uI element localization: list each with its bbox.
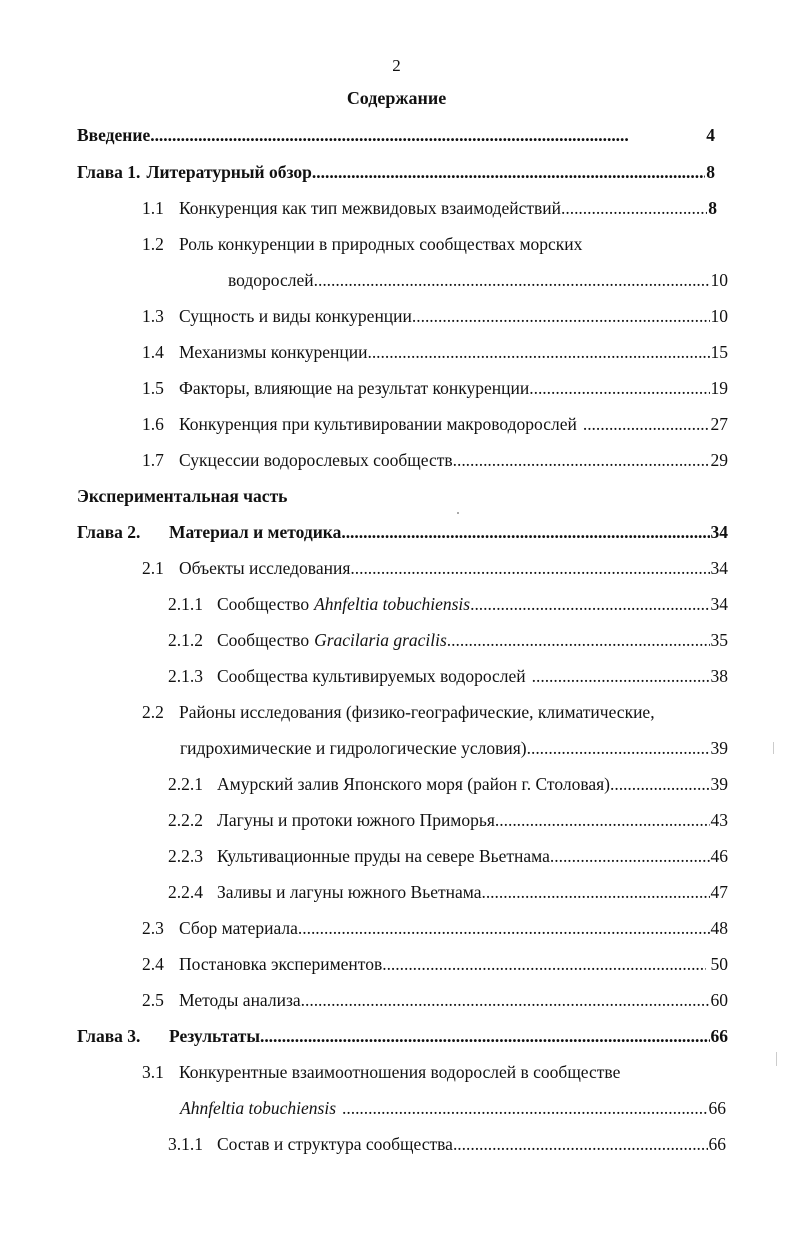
toc-entry-2-2-1[interactable] [168,772,728,796]
toc-entry-2-2[interactable] [142,700,728,724]
entry-text: Факторы, влияющие на результат конкуренции [179,378,530,398]
leader-dots [298,916,710,940]
leader-dots [529,376,709,400]
entry-number: 2.2 [142,702,164,722]
toc-entry-1-3[interactable] [142,304,728,328]
entry-number: 1.1 [142,198,164,218]
entry-number: 2.3 [142,918,164,938]
entry-page: 34 [710,522,728,542]
entry-text-continuation: гидрохимические и гидрологические условия) [180,738,527,758]
entry-number: 2.2.3 [168,846,203,866]
toc-entry-2-5[interactable] [142,988,728,1012]
entry-page: 35 [710,630,728,650]
toc-entry-1-5[interactable] [142,376,728,400]
entry-number: 1.7 [142,450,164,470]
leader-dots [367,340,709,364]
entry-page: 60 [710,990,728,1010]
leader-dots [382,952,705,976]
entry-number: 2.1 [142,558,164,578]
toc-entry-2-1-3[interactable] [168,664,728,688]
page-number: 2 [392,56,401,75]
entry-text: Постановка экспериментов [179,954,383,974]
toc-entry-2-1-1[interactable] [168,592,728,616]
toc-entry-2-1-2[interactable] [168,628,728,652]
toc-entry-chapter-2[interactable] [77,520,728,544]
entry-page: 15 [710,342,728,362]
entry-number: 2.2.1 [168,774,203,794]
entry-text: Конкуренция при культивировании макроводорослей [179,414,577,434]
entry-text: Сообщества культивируемых водорослей [217,666,526,686]
leader-dots [412,304,710,328]
entry-text: Роль конкуренции в природных сообществах морских [179,234,583,254]
toc-entry-1-2-continuation[interactable] [228,268,728,292]
toc-entry-3-1-1[interactable] [168,1132,726,1156]
leader-dots [532,664,710,688]
leader-dots [453,1132,708,1156]
entry-page: 34 [710,558,728,578]
entry-species-name: Gracilaria gracilis [314,630,447,650]
entry-text: Лагуны и протоки южного Приморья [217,810,495,830]
entry-number: 2.1.2 [168,630,203,650]
entry-text: Культивационные пруды на севере Вьетнама [217,846,550,866]
entry-text: Методы анализа [179,990,301,1010]
entry-text: Состав и структура сообщества [217,1134,453,1154]
entry-page: 46 [710,846,728,866]
leader-dots [481,880,709,904]
entry-number: 2.1.3 [168,666,203,686]
leader-dots [301,988,710,1012]
entry-number: 2.2.2 [168,810,203,830]
entry-page: 66 [708,1098,726,1118]
toc-entry-2-2-4[interactable] [168,880,728,904]
entry-page: 4 [706,125,715,145]
entry-number: 2.2.4 [168,882,203,902]
leader-dots [550,844,710,868]
entry-text: Сукцессии водорослевых сообществ [179,450,453,470]
scan-speck [773,742,774,754]
toc-entry-2-2-3[interactable] [168,844,728,868]
toc-entry-2-4[interactable] [142,952,728,976]
entry-page: 66 [710,1026,728,1046]
entry-text: Конкуренция как тип межвидовых взаимодействий [179,198,562,218]
entry-number: 2.5 [142,990,164,1010]
leader-dots [561,196,707,220]
entry-number: 3.1 [142,1062,164,1082]
entry-text: Сообщество [217,630,310,650]
entry-page: 10 [710,306,728,326]
entry-text: Литературный обзор [146,162,312,182]
entry-page: 34 [710,594,728,614]
leader-dots [583,412,710,436]
entry-page: 48 [710,918,728,938]
entry-text: Заливы и лагуны южного Вьетнама [217,882,482,902]
entry-species-name: Ahnfeltia tobuchiensis [314,594,471,614]
toc-entry-1-2[interactable] [142,232,717,256]
entry-page: 39 [710,738,728,758]
entry-species-name: Ahnfeltia tobuchiensis [180,1098,337,1118]
leader-dots [350,556,709,580]
toc-entry-chapter-1[interactable] [77,160,715,184]
entry-text-continuation: водорослей [228,270,314,290]
entry-page: 8 [708,198,717,218]
leader-dots [470,592,709,616]
entry-number: Глава 3. [77,1026,141,1046]
entry-page: 39 [710,774,728,794]
toc-entry-chapter-3[interactable] [77,1024,728,1048]
toc-entry-1-1[interactable] [142,196,717,220]
scan-speck [457,512,459,514]
entry-page: 10 [710,270,728,290]
entry-page: 66 [708,1134,726,1154]
entry-page: 19 [710,378,728,398]
entry-text: Результаты [169,1026,260,1046]
leader-dots [342,1096,707,1120]
toc-entry-1-7[interactable] [142,448,728,472]
leader-dots [312,160,705,184]
entry-number: 1.5 [142,378,164,398]
toc-entry-3-1[interactable] [142,1060,728,1084]
toc-entry-1-4[interactable] [142,340,728,364]
leader-dots [527,736,710,760]
entry-number: 2.1.1 [168,594,203,614]
entry-number: Глава 2. [77,522,141,542]
entry-page: 50 [710,954,728,974]
toc-section-experimental[interactable] [77,484,477,508]
entry-page: 29 [710,450,728,470]
page-title: Содержание [346,88,447,108]
toc-entry-1-6[interactable] [142,412,728,436]
entry-text: Введение [77,125,151,145]
entry-text: Сообщество [217,594,310,614]
entry-number: Глава 1. [77,162,141,182]
entry-number: 1.6 [142,414,164,434]
leader-dots [495,808,710,832]
entry-text: Районы исследования (физико-географические, климатические, [179,702,655,722]
section-heading: Экспериментальная часть [77,486,288,506]
leader-dots [610,772,710,796]
leader-dots [447,628,710,652]
entry-text: Механизмы конкуренции [179,342,368,362]
leader-dots [314,268,710,292]
scan-speck [776,1052,777,1066]
leader-dots [260,1024,710,1048]
toc-entry-2-2-2[interactable] [168,808,728,832]
entry-number: 1.2 [142,234,164,254]
entry-text: Сбор материала [179,918,298,938]
entry-text: Объекты исследования [179,558,351,578]
entry-number: 1.4 [142,342,164,362]
entry-text: Сущность и виды конкуренции [179,306,412,326]
toc-entry-2-3[interactable] [142,916,728,940]
entry-number: 2.4 [142,954,164,974]
toc-entry-2-1[interactable] [142,556,728,580]
toc-entry-introduction[interactable] [77,123,715,147]
entry-page: 47 [710,882,728,902]
leader-dots [341,520,709,544]
toc-entry-2-2-continuation[interactable] [180,736,728,760]
entry-page: 38 [710,666,728,686]
entry-page: 43 [710,810,728,830]
entry-number: 1.3 [142,306,164,326]
toc-entry-3-1-continuation[interactable] [180,1096,726,1120]
entry-text: Материал и методика [169,522,342,542]
entry-text: Конкурентные взаимоотношения водорослей в сообществе [179,1062,621,1082]
entry-page: 8 [706,162,715,182]
entry-number: 3.1.1 [168,1134,203,1154]
entry-text: Амурский залив Японского моря (район г. Столовая) [217,774,610,794]
leader-dots [150,123,705,147]
entry-page: 27 [710,414,728,434]
leader-dots [453,448,710,472]
